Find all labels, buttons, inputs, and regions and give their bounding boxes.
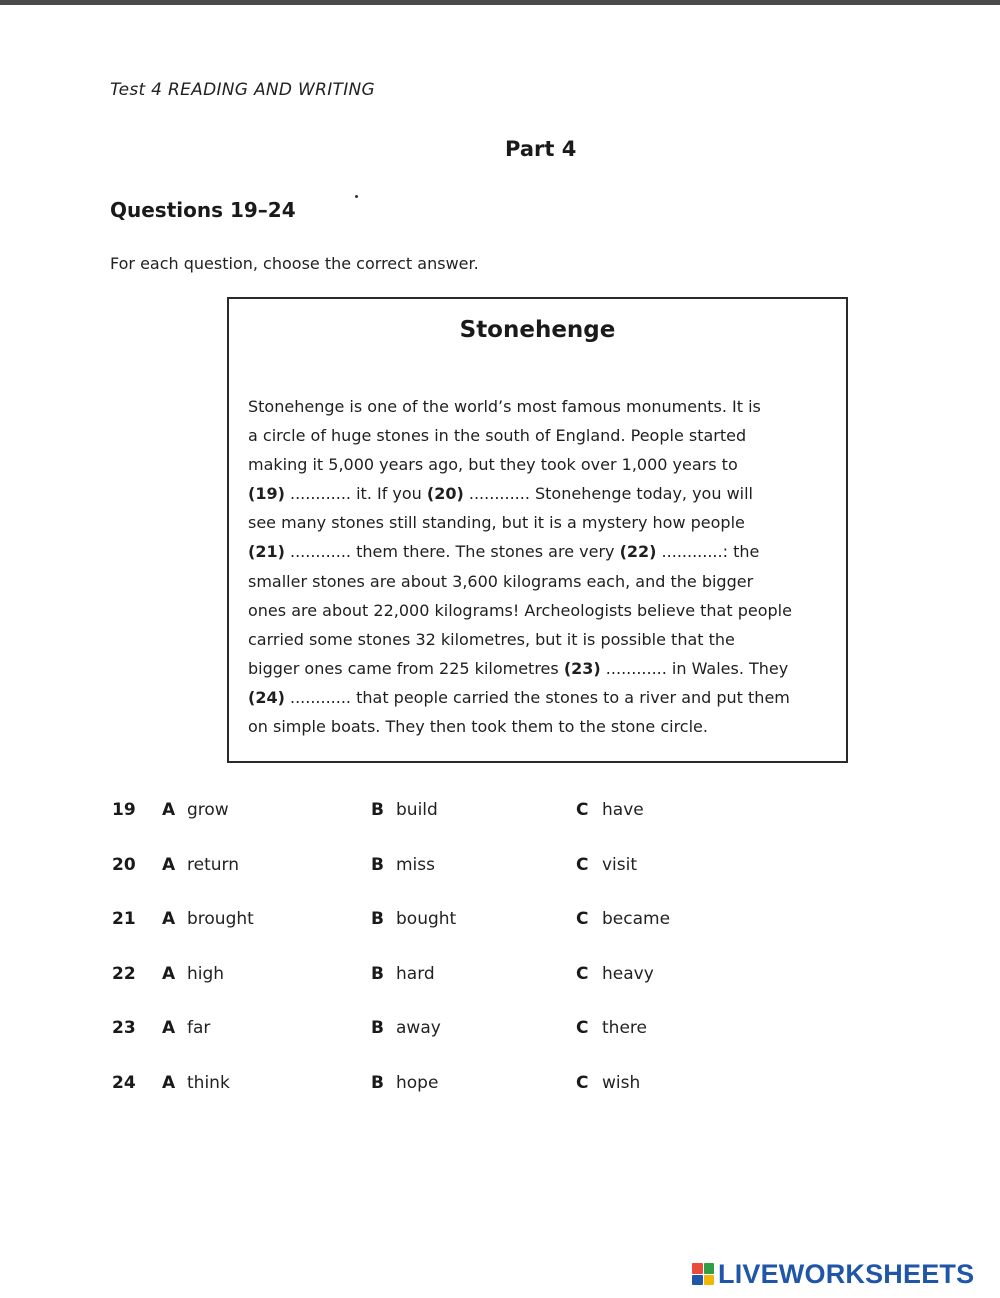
story-text-segment: ............ that people carried the stones to a river and put them [284, 687, 790, 707]
option-c[interactable]: heavy [602, 964, 654, 984]
scan-speck [355, 195, 358, 198]
option-a[interactable]: high [187, 964, 225, 984]
option-b[interactable]: away [396, 1018, 441, 1038]
question-row [0, 800, 1000, 830]
story-text-segment: see many stones still standing, but it is a mystery how people [248, 513, 745, 533]
story-text-segment: ones are about 22,000 kilograms! Archeologists believe that people [248, 600, 792, 620]
option-letter-a: A [162, 855, 176, 875]
question-row [0, 1073, 1000, 1103]
test-label: Test 4 READING AND WRITING [110, 80, 376, 100]
question-number: 23 [112, 1018, 136, 1038]
story-line [248, 421, 838, 450]
option-letter-a: A [162, 1018, 176, 1038]
option-b[interactable]: bought [396, 909, 457, 929]
option-letter-c: C [576, 1018, 589, 1038]
option-letter-c: C [576, 800, 589, 820]
question-number: 20 [112, 855, 136, 875]
liveworksheets-logo-icon [692, 1263, 714, 1285]
option-letter-b: B [371, 800, 384, 820]
question-row [0, 855, 1000, 885]
option-letter-c: C [576, 1073, 589, 1093]
top-edge-bar [0, 0, 1000, 5]
question-row [0, 964, 1000, 994]
option-b[interactable]: miss [396, 855, 435, 875]
story-text-segment: making it 5,000 years ago, but they took over 1,000 years to [248, 455, 738, 475]
story-text-segment: Stonehenge is one of the world’s most famous monuments. It is [248, 397, 761, 416]
gap-number: (24) [248, 687, 285, 707]
option-letter-c: C [576, 909, 589, 929]
option-letter-c: C [576, 855, 589, 875]
gap-number: (20) [426, 484, 464, 504]
story-line [248, 625, 838, 654]
option-letter-a: A [162, 1073, 176, 1093]
option-letter-b: B [371, 1073, 384, 1093]
question-number: 21 [112, 909, 136, 929]
question-row [0, 909, 1000, 939]
option-c[interactable]: wish [602, 1073, 641, 1093]
logo-square [692, 1275, 703, 1286]
option-a[interactable]: think [187, 1073, 230, 1093]
option-letter-b: B [371, 1018, 384, 1038]
gap-number: (22) [619, 542, 657, 562]
story-line [248, 596, 838, 625]
story-text-segment: smaller stones are about 3,600 kilograms each, and the bigger [248, 571, 754, 591]
story-line [248, 654, 838, 683]
story-line [248, 537, 838, 566]
story-box [227, 297, 848, 763]
story-line [248, 450, 838, 479]
instruction-text: For each question, choose the correct answer. [110, 254, 479, 273]
story-text-segment: ............ Stonehenge today, you will [463, 484, 753, 504]
gap-number: (19) [248, 484, 285, 504]
option-c[interactable]: became [602, 909, 671, 929]
questions-heading: Questions 19–24 [110, 198, 296, 222]
question-number: 24 [112, 1073, 136, 1093]
story-line [248, 567, 838, 596]
option-c[interactable]: have [602, 800, 644, 820]
option-a[interactable]: brought [187, 909, 254, 929]
option-c[interactable]: visit [602, 855, 638, 875]
story-line [248, 392, 838, 421]
option-a[interactable]: far [187, 1018, 211, 1038]
brand-name: LIVEWORKSHEETS [718, 1258, 975, 1289]
story-line [248, 508, 838, 537]
logo-square [704, 1275, 715, 1286]
story-text-segment: bigger ones came from 225 kilometres [248, 658, 564, 678]
option-letter-b: B [371, 964, 384, 984]
story-line [248, 683, 838, 712]
story-text-segment: ............: the [656, 542, 760, 562]
gap-number: (23) [563, 658, 601, 678]
story-text-segment: on simple boats. They then took them to the stone circle. [248, 717, 708, 737]
story-text-segment: carried some stones 32 kilometres, but it is possible that the [248, 629, 735, 649]
liveworksheets-brand[interactable] [692, 1258, 974, 1290]
option-b[interactable]: hard [396, 964, 435, 984]
option-b[interactable]: build [396, 800, 438, 820]
option-letter-b: B [371, 855, 384, 875]
option-letter-a: A [162, 800, 176, 820]
part-title: Part 4 [505, 137, 577, 161]
question-row [0, 1018, 1000, 1048]
story-text-segment: ............ in Wales. They [600, 658, 789, 678]
story-line [248, 479, 838, 508]
story-text-segment: a circle of huge stones in the south of England. People started [248, 426, 747, 446]
gap-number: (21) [248, 542, 285, 562]
option-a[interactable]: return [187, 855, 239, 875]
logo-square [704, 1263, 715, 1274]
story-text-segment: ............ them there. The stones are very [284, 542, 620, 562]
story-title: Stonehenge [459, 317, 616, 343]
option-letter-a: A [162, 909, 176, 929]
option-letter-c: C [576, 964, 589, 984]
option-letter-a: A [162, 964, 176, 984]
story-text-segment: ............ it. If you [284, 484, 427, 504]
option-b[interactable]: hope [396, 1073, 439, 1093]
logo-square [692, 1263, 703, 1274]
story-line [248, 712, 838, 741]
question-number: 19 [112, 800, 136, 820]
question-number: 22 [112, 964, 136, 984]
option-letter-b: B [371, 909, 384, 929]
option-c[interactable]: there [602, 1018, 647, 1038]
option-a[interactable]: grow [187, 800, 229, 820]
story-text [248, 392, 838, 741]
